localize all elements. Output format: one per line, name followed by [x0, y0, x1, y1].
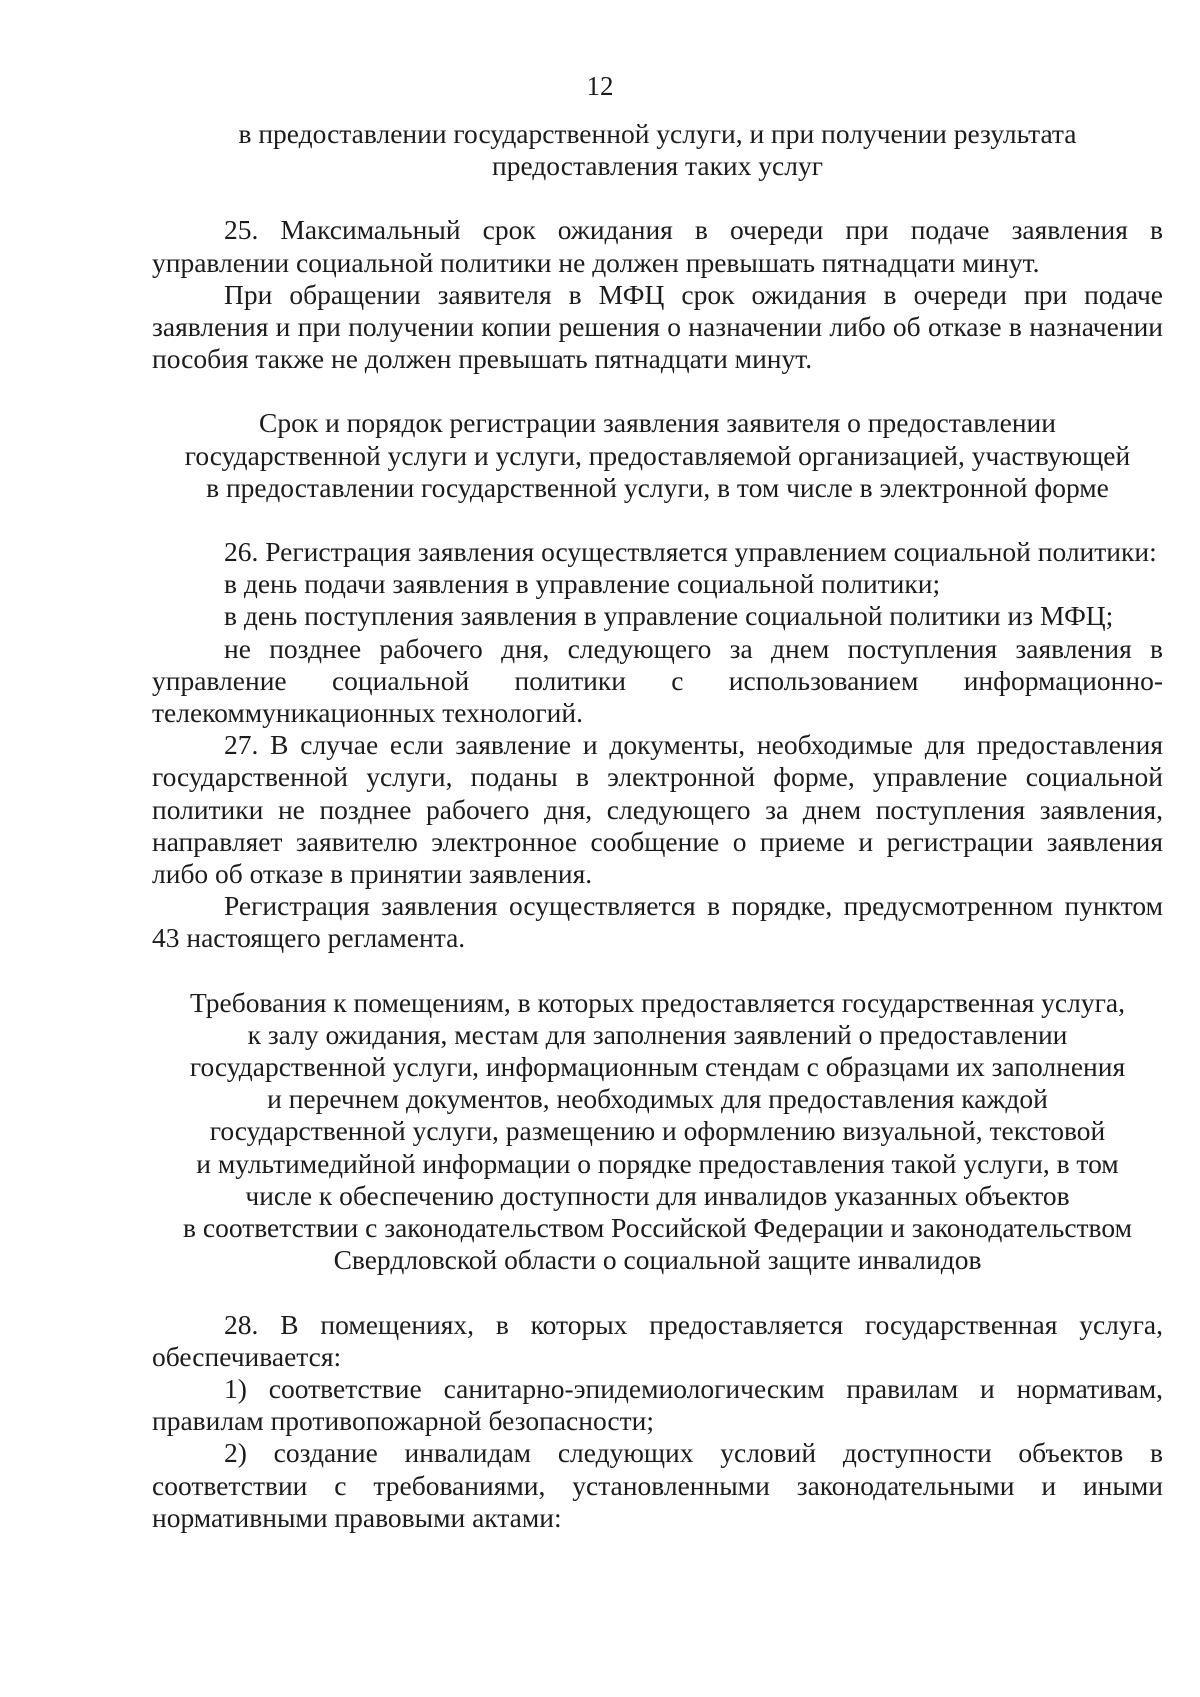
heading-line: в предоставлении государственной услуги, в том числе в электронной форме	[206, 471, 1109, 503]
heading-line: государственной услуги и услуги, предоставляемой организацией, участвующей	[184, 439, 1131, 471]
paragraph-25: 25. Максимальный срок ожидания в очереди при подаче заявления в управлении социальной политики не должен превышать пятнадцати минут.	[152, 214, 1163, 278]
heading-line: государственной услуги, размещению и оформлению визуальной, текстовой	[209, 1115, 1106, 1147]
heading-line: и мультимедийной информации о порядке предоставления такой услуги, в том	[196, 1147, 1119, 1179]
heading-line: в соответствии с законодательством Российской Федерации и законодательством	[183, 1212, 1132, 1244]
heading-line: Срок и порядок регистрации заявления заявителя о предоставлении	[259, 407, 1056, 439]
heading-line: Требования к помещениям, в которых предоставляется государственная услуга,	[190, 986, 1125, 1018]
paragraph-27: 27. В случае если заявление и документы, необходимые для предоставления государственной услуги, поданы в электронной форме, управление социальной политики не позднее рабочего дня, следующего за днем поступления заявления, направляет заявителю электронное сообщение о приеме и регистрации заявления либо об отказе в принятии заявления.	[152, 729, 1163, 890]
paragraph-26-item: не позднее рабочего дня, следующего за днем поступления заявления в управление социальной политики с использованием информационно-телекоммуникационных технологий.	[152, 632, 1163, 729]
heading-line: в предоставлении государственной услуги, и при получении результата	[238, 118, 1077, 149]
heading-line: государственной услуги, информационным стендам с образцами их заполнения	[189, 1051, 1126, 1083]
heading-line: Свердловской области о социальной защите инвалидов	[333, 1244, 982, 1276]
paragraph-28-item: 1) соответствие санитарно-эпидемиологическим правилам и нормативам, правилам противопожарной безопасности;	[152, 1372, 1163, 1437]
paragraph-28: 28. В помещениях, в которых предоставляется государственная услуга, обеспечивается:	[152, 1308, 1163, 1372]
section-heading-continuation	[152, 118, 1163, 182]
heading-line: предоставления таких услуг	[492, 150, 823, 182]
section-heading-premises	[152, 987, 1163, 1277]
paragraph-26-item: в день подачи заявления в управление социальной политики;	[224, 568, 941, 600]
page-number: 12	[586, 71, 614, 101]
heading-line: числе к обеспечению доступности для инвалидов указанных объектов	[245, 1179, 1070, 1211]
paragraph-28-item: 2) создание инвалидам следующих условий доступности объектов в соответствии с требованиями, установленными законодательными и иными нормативными правовыми актами:	[152, 1437, 1163, 1533]
paragraph-26: 26. Регистрация заявления осуществляется управлением социальной политики:	[224, 536, 1157, 568]
paragraph-26-item: в день поступления заявления в управление социальной политики из МФЦ;	[224, 600, 1114, 632]
document-body	[152, 118, 1163, 1534]
section-heading-registration	[152, 407, 1163, 504]
paragraph-25-mfc: При обращении заявителя в МФЦ срок ожидания в очереди при подаче заявления и при получении копии решения о назначении либо об отказе в назначении пособия также не должен превышать пятнадцати минут.	[152, 278, 1163, 375]
paragraph-27-registration: Регистрация заявления осуществляется в порядке, предусмотренном пунктом 43 настоящего регламента.	[152, 890, 1163, 954]
heading-line: и перечнем документов, необходимых для предоставления каждой	[267, 1083, 1048, 1115]
heading-line: к залу ожидания, местам для заполнения заявлений о предоставлении	[247, 1018, 1068, 1050]
